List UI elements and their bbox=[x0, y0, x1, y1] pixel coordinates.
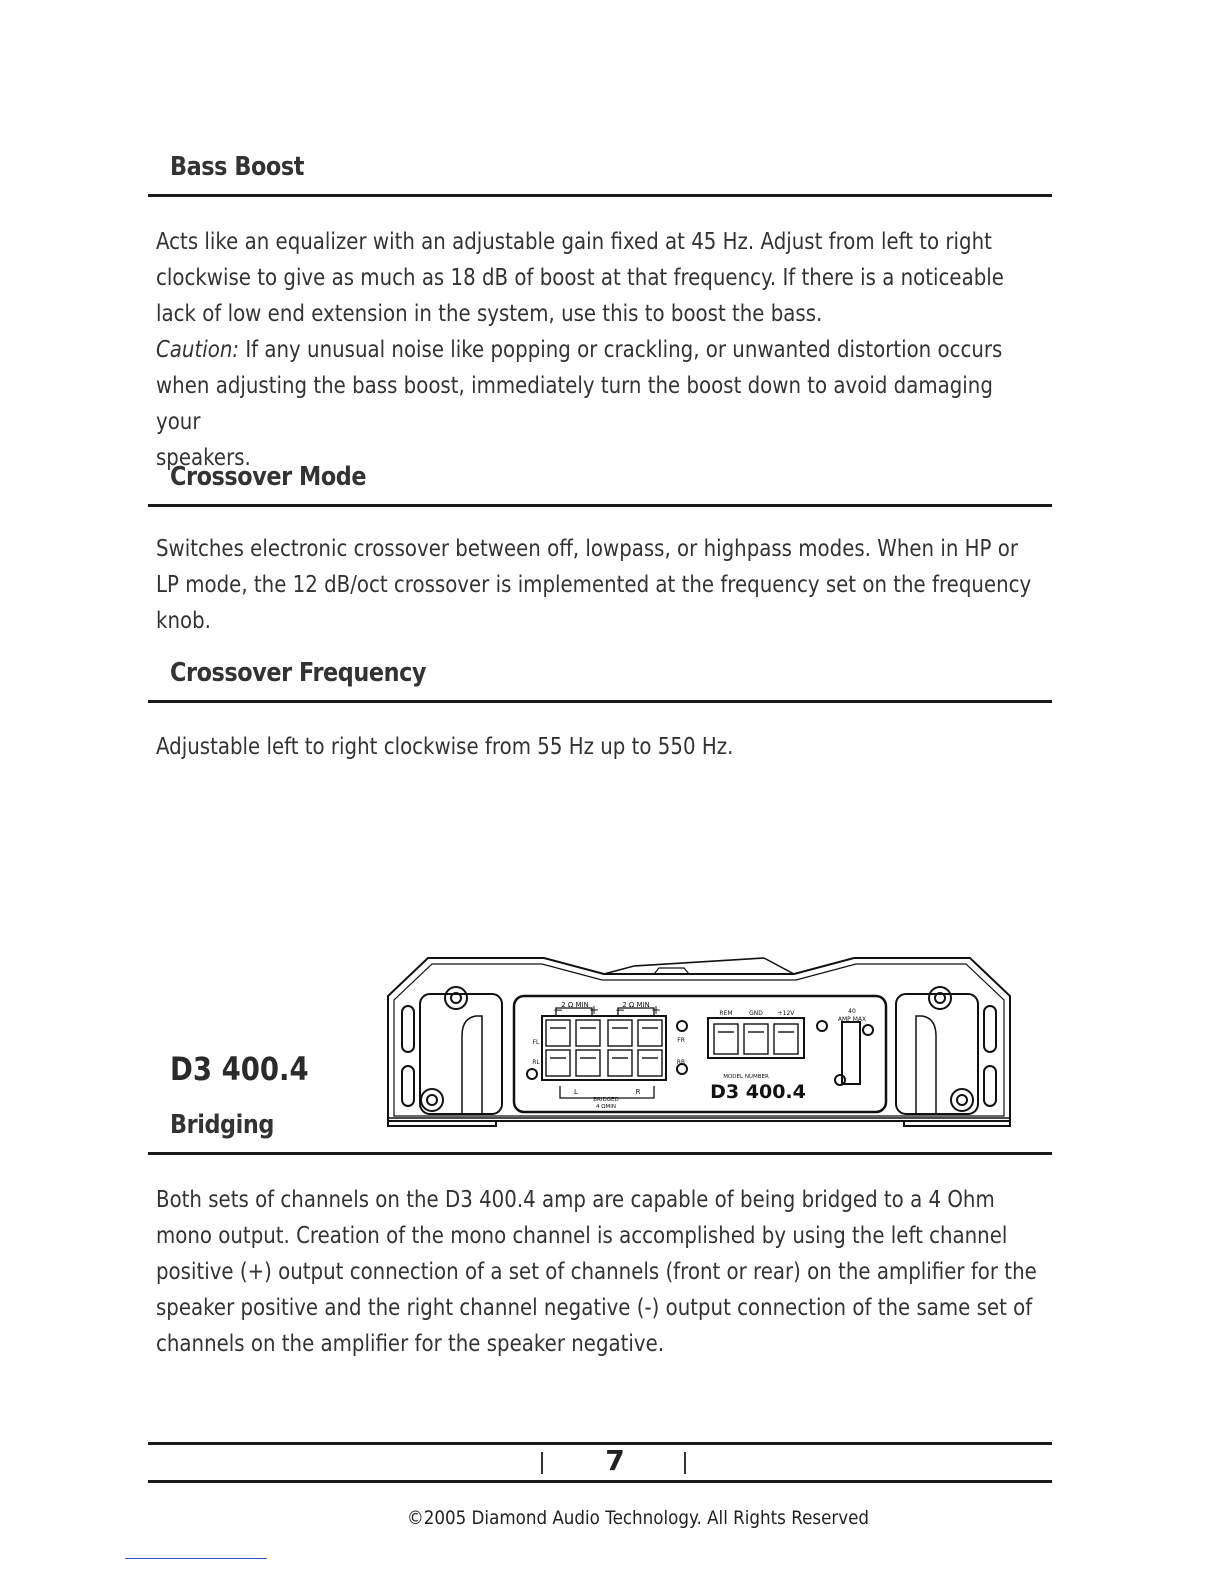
caution-label: Caution: bbox=[156, 337, 240, 363]
crossover-frequency-text bbox=[156, 729, 1042, 765]
bridging-line: channels on the amplifier for the speaker negative. bbox=[156, 1331, 665, 1357]
terminal bbox=[576, 1050, 600, 1076]
amp-top-ridge bbox=[604, 958, 794, 974]
terminal bbox=[576, 1020, 600, 1046]
caution-line: when adjusting the bass boost, immediately turn the boost down to avoid damaging your bbox=[156, 373, 993, 435]
bridging-line: mono output. Creation of the mono channel is accomplished by using the left channel bbox=[156, 1223, 1008, 1249]
terminal bbox=[546, 1020, 570, 1046]
bridged-min-label: 4 ΩMIN bbox=[596, 1104, 616, 1110]
crossover-mode-rule bbox=[148, 504, 1052, 507]
minus-sign-left: − bbox=[552, 1003, 564, 1017]
amplifier-diagram bbox=[384, 946, 1016, 1131]
bass-boost-line: lack of low end extension in the system, use this to boost the bass. bbox=[156, 301, 823, 327]
copyright-notice: ©2005 Diamond Audio Technology. All Rights Reserved bbox=[406, 1507, 870, 1529]
amp-max-number: 40 bbox=[848, 1008, 856, 1015]
left-slot-top bbox=[402, 1006, 414, 1052]
bridging-line: speaker positive and the right channel negative (-) output connection of the same set of bbox=[156, 1295, 1033, 1321]
caution-text: If any unusual noise like popping or crackling, or unwanted distortion occurs bbox=[239, 337, 1003, 363]
terminal bbox=[546, 1050, 570, 1076]
plus12v-label: +12V bbox=[777, 1010, 795, 1017]
footer-rule-bottom bbox=[148, 1480, 1052, 1483]
crossover-mode-line: knob. bbox=[156, 608, 211, 634]
model-number-label: MODEL NUMBER bbox=[723, 1074, 769, 1080]
speaker-terminal-block bbox=[542, 1016, 666, 1080]
bridging-line: positive (+) output connection of a set of channels (front or rear) on the amplifier for the bbox=[156, 1259, 1037, 1285]
bass-boost-line: clockwise to give as much as 18 dB of boost at that frequency. If there is a noticeable bbox=[156, 265, 1004, 291]
crossover-mode-line: Switches electronic crossover between off, lowpass, or highpass modes. When in HP or bbox=[156, 536, 1018, 562]
page-number-divider-left bbox=[541, 1452, 543, 1474]
indicator-left bbox=[527, 1069, 537, 1079]
crossover-frequency-heading: Crossover Frequency bbox=[170, 658, 427, 688]
crossover-mode-text bbox=[156, 531, 1042, 639]
minus-sign-right: − bbox=[614, 1003, 626, 1017]
min-label-right: 2 Ω MIN bbox=[622, 1001, 650, 1009]
fuse-holder bbox=[842, 1022, 860, 1084]
right-slot-top bbox=[984, 1006, 996, 1052]
caution-line: speakers. bbox=[156, 445, 251, 471]
indicator-right-top bbox=[677, 1021, 687, 1031]
crossover-frequency-rule bbox=[148, 700, 1052, 703]
bridging-text bbox=[156, 1182, 1042, 1362]
screw-top-left bbox=[445, 987, 467, 1009]
rr-label: RR bbox=[676, 1059, 686, 1066]
power-terminals bbox=[714, 1024, 798, 1054]
speaker-terminals bbox=[546, 1020, 662, 1076]
model-title: D3 400.4 bbox=[170, 1050, 309, 1088]
indicator-fuse bbox=[817, 1021, 827, 1031]
rem-label: REM bbox=[719, 1010, 733, 1017]
link-underline bbox=[125, 1558, 267, 1559]
l-label: L bbox=[574, 1088, 578, 1096]
screw-bottom-right-center bbox=[957, 1095, 967, 1105]
bass-boost-line: Acts like an equalizer with an adjustable gain fixed at 45 Hz. Adjust from left to right bbox=[156, 229, 992, 255]
screw-bottom-left bbox=[421, 1089, 443, 1111]
left-slot-bottom bbox=[402, 1066, 414, 1106]
right-heatsink-slot bbox=[916, 1016, 936, 1114]
crossover-frequency-line: Adjustable left to right clockwise from 55 Hz up to 550 Hz. bbox=[156, 734, 734, 760]
screw-bottom-right bbox=[951, 1089, 973, 1111]
fuse-screw-bottom bbox=[835, 1075, 845, 1085]
gnd-label: GND bbox=[749, 1010, 763, 1017]
rl-label: RL bbox=[532, 1059, 540, 1066]
bass-boost-heading: Bass Boost bbox=[170, 152, 304, 182]
left-heatsink-slot bbox=[462, 1016, 482, 1114]
fl-label: FL bbox=[532, 1039, 540, 1046]
bridging-rule bbox=[148, 1152, 1052, 1155]
bridged-label: BRIDGED bbox=[593, 1097, 619, 1103]
crossover-mode-heading: Crossover Mode bbox=[170, 462, 367, 492]
page-number-divider-right bbox=[684, 1452, 686, 1474]
fr-label: FR bbox=[677, 1037, 685, 1044]
terminal bbox=[608, 1050, 632, 1076]
min-label-left: 2 Ω MIN bbox=[561, 1001, 589, 1009]
plus-sign-right: + bbox=[650, 1003, 662, 1017]
fuse-screw-top bbox=[863, 1025, 873, 1035]
amp-max-label: AMP MAX bbox=[837, 1016, 867, 1023]
model-number-value: D3 400.4 bbox=[710, 1081, 806, 1103]
page-number: 7 bbox=[605, 1444, 625, 1477]
r-label: R bbox=[635, 1088, 641, 1096]
bridging-heading: Bridging bbox=[170, 1110, 274, 1140]
terminal bbox=[638, 1050, 662, 1076]
bass-boost-rule bbox=[148, 194, 1052, 197]
caution-line bbox=[156, 332, 1042, 368]
amp-chassis-inner-outline bbox=[394, 964, 1004, 1116]
terminal bbox=[608, 1020, 632, 1046]
terminal bbox=[638, 1020, 662, 1046]
plus-sign-left: + bbox=[588, 1003, 600, 1017]
bass-boost-text bbox=[156, 224, 1042, 476]
screw-top-right bbox=[929, 987, 951, 1009]
crossover-mode-line: LP mode, the 12 dB/oct crossover is implemented at the frequency set on the frequency bbox=[156, 572, 1032, 598]
screw-bottom-left-center bbox=[427, 1095, 437, 1105]
bridging-line: Both sets of channels on the D3 400.4 amp are capable of being bridged to a 4 Ohm bbox=[156, 1187, 995, 1213]
right-slot-bottom bbox=[984, 1066, 996, 1106]
